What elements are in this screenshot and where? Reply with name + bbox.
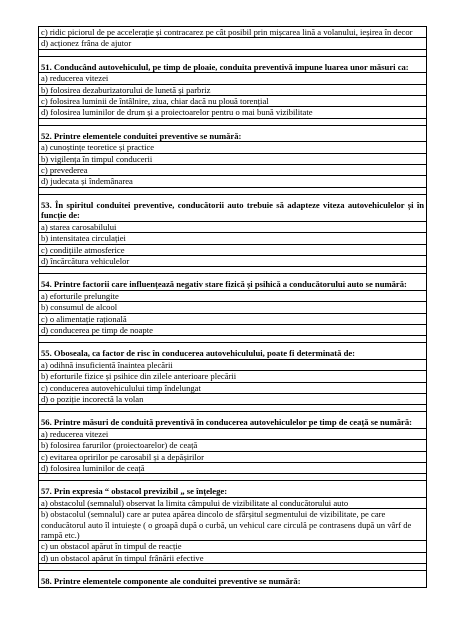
answer-option: d) o poziție incorectă la volan <box>39 393 427 404</box>
answer-option: d) folosirea luminilor de ceață <box>39 463 427 474</box>
answer-option: c) ridic piciorul de pe accelerație și contracarez pe cât posibil prin mișcarea lină a volanului, ieșirea în decor <box>39 27 427 38</box>
question-row <box>39 481 427 497</box>
answer-row <box>39 382 427 393</box>
answer-row <box>39 107 427 118</box>
answer-option: d) folosirea luminilor de drum și a proiectoarelor pentru o mai bună vizibilitate <box>39 107 427 118</box>
answer-row <box>39 142 427 153</box>
answer-option: c) prevederea <box>39 165 427 176</box>
answer-option: d) un obstacol apărut în timpul frânării efective <box>39 552 427 563</box>
answer-row <box>39 313 427 324</box>
spacer-cell <box>39 336 427 343</box>
questions-table <box>38 26 427 588</box>
answer-option: b) obstacolul (semnalul) care ar putea apărea dincolo de sfârșitul segmentului de vizibilitate, pe care conducătorul auto îl intuiește ( o groapă după o curbă, un vehicul care circulă pe contrasens după un vârf de rampă etc.) <box>39 509 427 541</box>
spacer-cell <box>39 564 427 571</box>
question-text: 55. Oboseala, ca factor de risc în conducerea autovehiculului, poate fi determinată de: <box>39 343 427 359</box>
question-text: 53. În spiritul conduitei preventive, conducătorii auto trebuie să adapteze viteza autovehiculelor și în funcție de: <box>39 194 427 221</box>
answer-option: c) folosirea luminii de întâlnire, ziua, chiar dacă nu plouă torențial <box>39 96 427 107</box>
spacer-row <box>39 474 427 481</box>
question-text: 54. Printre factorii care influențează negativ stare fizică și psihică a conducătorului auto se numără: <box>39 274 427 290</box>
answer-row <box>39 290 427 301</box>
answer-row <box>39 244 427 255</box>
answer-row <box>39 541 427 552</box>
answer-option: c) un obstacol apărut în timpul de reacție <box>39 541 427 552</box>
answer-row <box>39 73 427 84</box>
question-row <box>39 412 427 428</box>
answer-option: b) vigilența în timpul conducerii <box>39 153 427 164</box>
spacer-row <box>39 118 427 125</box>
answer-row <box>39 393 427 404</box>
answer-row <box>39 233 427 244</box>
questions-table-body <box>39 27 427 588</box>
answer-option: a) odihnă insuficientă înaintea plecării <box>39 359 427 370</box>
answer-row <box>39 176 427 187</box>
question-row <box>39 343 427 359</box>
answer-option: c) condițiile atmosferice <box>39 244 427 255</box>
answer-row <box>39 153 427 164</box>
answer-row <box>39 359 427 370</box>
answer-option: b) consumul de alcool <box>39 302 427 313</box>
answer-row <box>39 96 427 107</box>
answer-option: b) folosirea farurilor (proiectoarelor) de ceață <box>39 440 427 451</box>
question-row <box>39 274 427 290</box>
answer-row <box>39 428 427 439</box>
spacer-cell <box>39 49 427 56</box>
question-row <box>39 571 427 587</box>
answer-row <box>39 371 427 382</box>
spacer-row <box>39 49 427 56</box>
answer-row <box>39 497 427 508</box>
answer-option: d) încărcătura vehiculelor <box>39 255 427 266</box>
question-text: 52. Printre elementele conduitei preventive se numără: <box>39 125 427 141</box>
spacer-cell <box>39 267 427 274</box>
answer-row <box>39 221 427 232</box>
answer-option: d) conducerea pe timp de noapte <box>39 324 427 335</box>
answer-row <box>39 255 427 266</box>
spacer-row <box>39 564 427 571</box>
answer-row <box>39 302 427 313</box>
spacer-cell <box>39 405 427 412</box>
spacer-cell <box>39 474 427 481</box>
spacer-row <box>39 405 427 412</box>
spacer-cell <box>39 118 427 125</box>
answer-option: b) intensitatea circulației <box>39 233 427 244</box>
question-text: 57. Prin expresia “ obstacol previzibil „ se înțelege: <box>39 481 427 497</box>
question-row <box>39 125 427 141</box>
answer-row <box>39 440 427 451</box>
answer-row <box>39 463 427 474</box>
question-row <box>39 56 427 72</box>
answer-option: a) cunoștințe teoretice și practice <box>39 142 427 153</box>
spacer-row <box>39 187 427 194</box>
answer-row <box>39 509 427 541</box>
answer-option: b) folosirea dezaburizatorului de lunetă și parbriz <box>39 84 427 95</box>
answer-row <box>39 165 427 176</box>
question-row <box>39 194 427 221</box>
question-sheet <box>38 26 427 588</box>
answer-option: c) conducerea autovehiculului timp îndelungat <box>39 382 427 393</box>
answer-row <box>39 324 427 335</box>
answer-option: a) obstacolul (semnalul) observat la limita câmpului de vizibilitate al conducătorului auto <box>39 497 427 508</box>
answer-option: a) eforturile prelungite <box>39 290 427 301</box>
question-text: 58. Printre elementele componente ale conduitei preventive se numără: <box>39 571 427 587</box>
answer-option: a) reducerea vitezei <box>39 73 427 84</box>
answer-option: b) eforturile fizice și psihice din zilele anterioare plecării <box>39 371 427 382</box>
question-text: 51. Conducând autovehiculul, pe timp de ploaie, conduita preventivă impune luarea unor măsuri ca: <box>39 56 427 72</box>
answer-option: c) evitarea opririlor pe carosabil și a depășirilor <box>39 451 427 462</box>
spacer-cell <box>39 187 427 194</box>
spacer-row <box>39 267 427 274</box>
answer-row <box>39 38 427 49</box>
answer-row <box>39 84 427 95</box>
answer-option: a) starea carosabilului <box>39 221 427 232</box>
answer-row <box>39 552 427 563</box>
answer-option: a) reducerea vitezei <box>39 428 427 439</box>
question-text: 56. Printre măsuri de conduită preventivă în conducerea autovehiculelor pe timp de ceață se numără: <box>39 412 427 428</box>
answer-option: c) o alimentație rațională <box>39 313 427 324</box>
answer-row <box>39 451 427 462</box>
answer-option: d) judecata și îndemânarea <box>39 176 427 187</box>
spacer-row <box>39 336 427 343</box>
answer-row <box>39 27 427 38</box>
answer-option: d) acționez frâna de ajutor <box>39 38 427 49</box>
